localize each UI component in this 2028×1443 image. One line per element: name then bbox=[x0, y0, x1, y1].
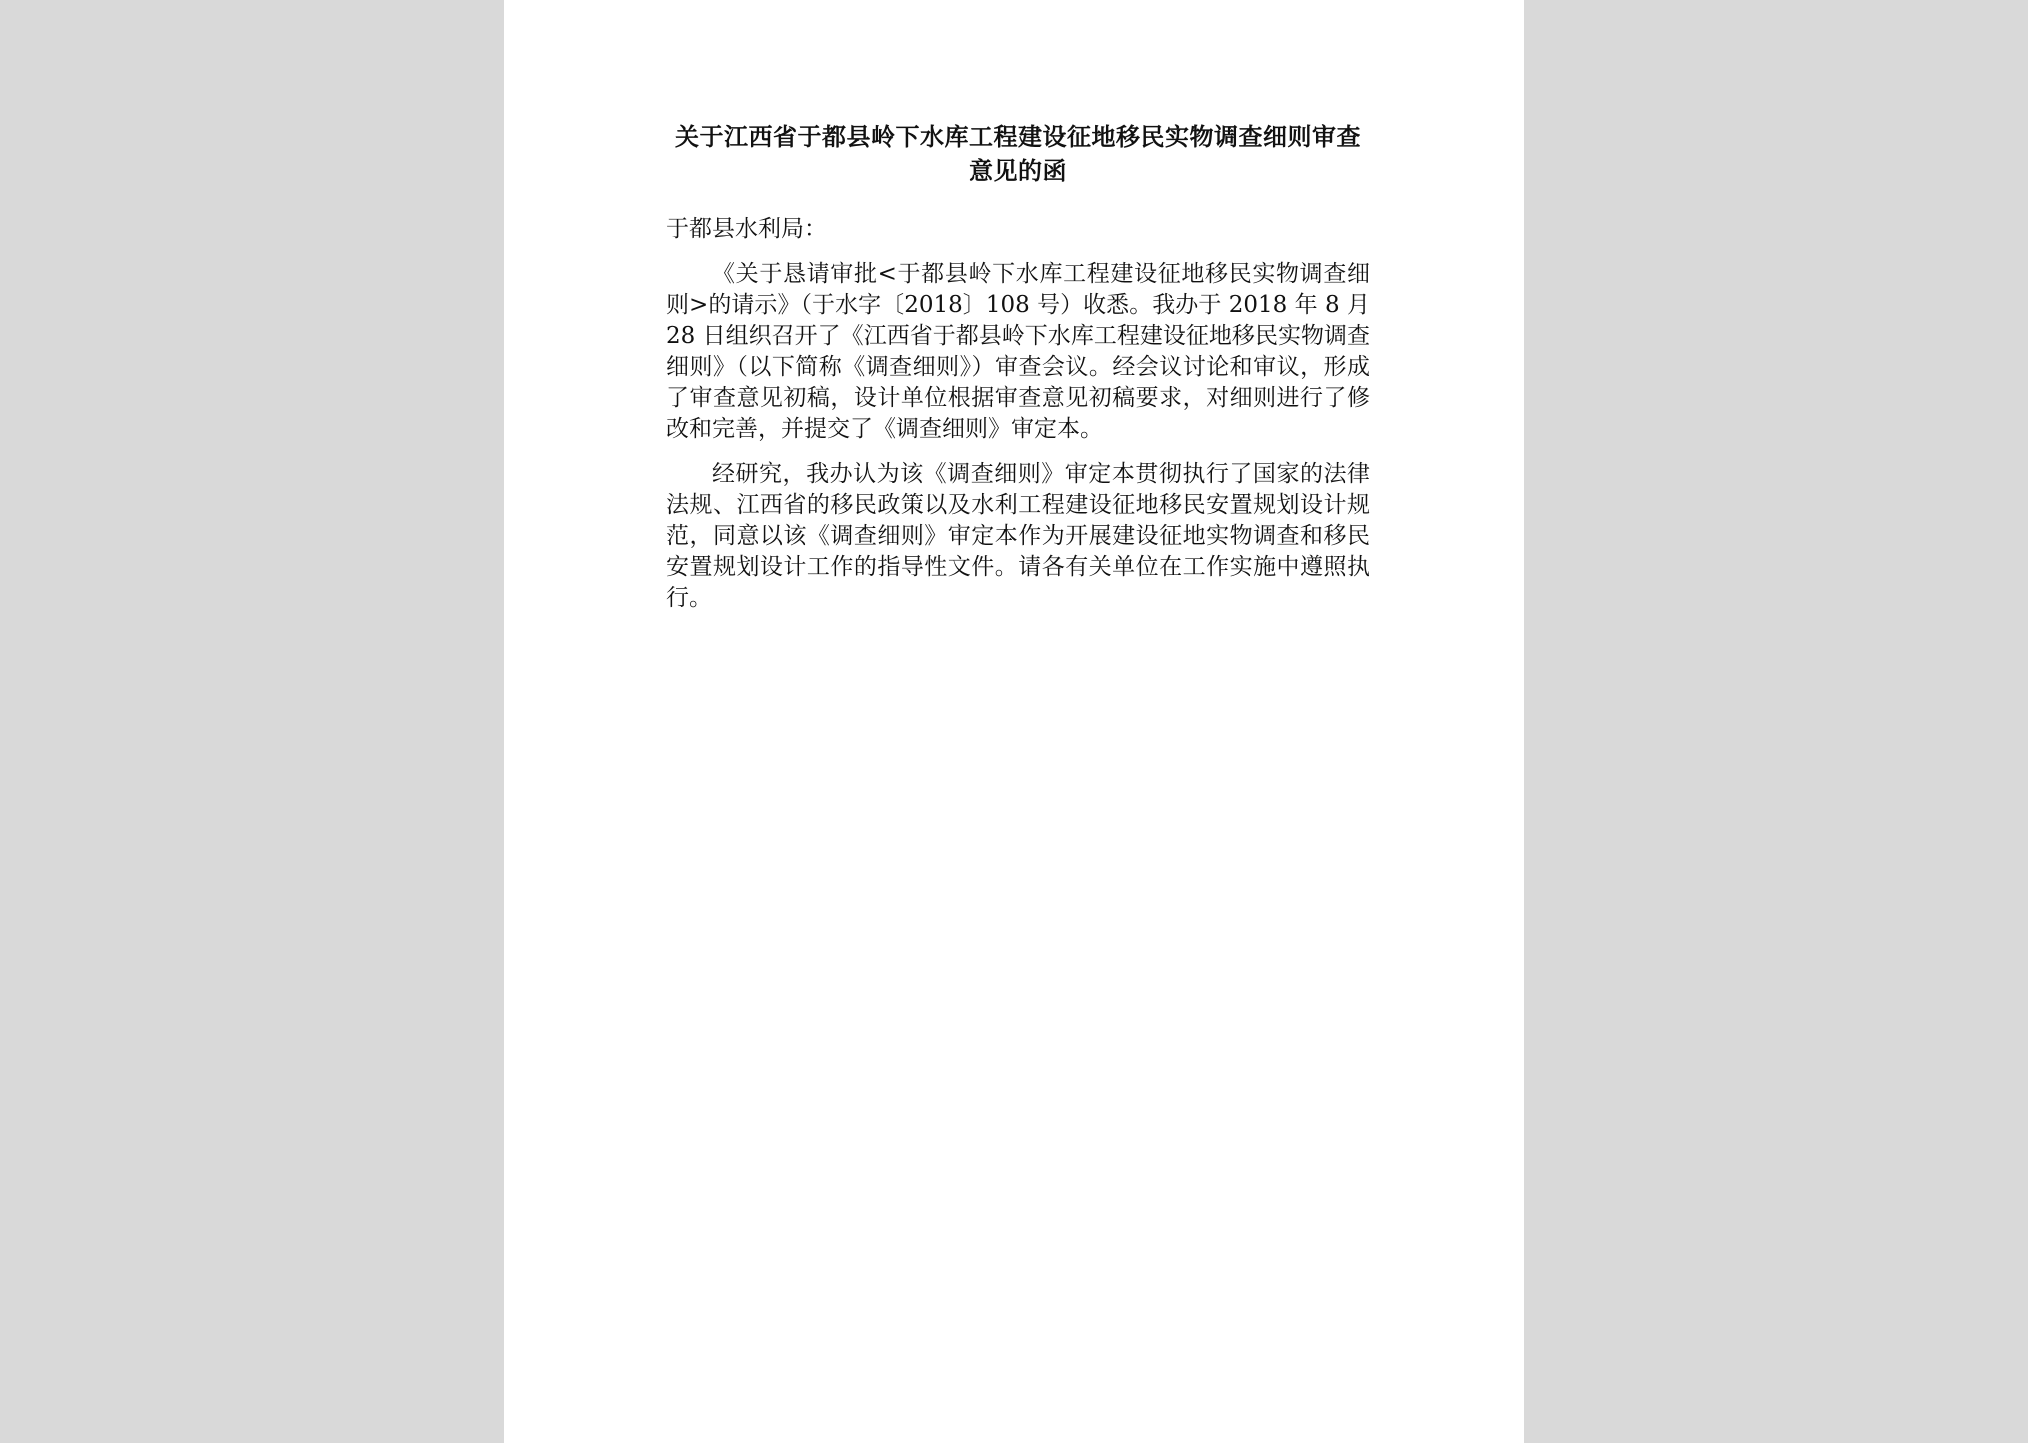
body-paragraph-1: 《关于恳请审批<于都县岭下水库工程建设征地移民实物调查细则>的请示》（于水字〔2018〕108 号）收悉。我办于 2018 年 8 月 28 日组织召开了《江西省于都县岭下水库工程建设征地移民实物调查细则》（以下简称《调查细则》）审查会议。经会议讨论和审议，形成了审查意见初稿，设计单位根据审查意见初稿要求，对细则进行了修改和完善，并提交了《调查细则》审定本。 bbox=[666, 261, 1370, 442]
document-page bbox=[504, 0, 1524, 1443]
body-paragraph-2: 经研究，我办认为该《调查细则》审定本贯彻执行了国家的法律法规、江西省的移民政策以及水利工程建设征地移民安置规划设计规范，同意以该《调查细则》审定本作为开展建设征地实物调查和移民安置规划设计工作的指导性文件。请各有关单位在工作实施中遵照执行。 bbox=[666, 461, 1370, 611]
salutation: 于都县水利局： bbox=[666, 216, 827, 242]
document-title: 关于江西省于都县岭下水库工程建设征地移民实物调查细则审查意见的函 bbox=[675, 122, 1361, 185]
page-content bbox=[666, 120, 1370, 628]
